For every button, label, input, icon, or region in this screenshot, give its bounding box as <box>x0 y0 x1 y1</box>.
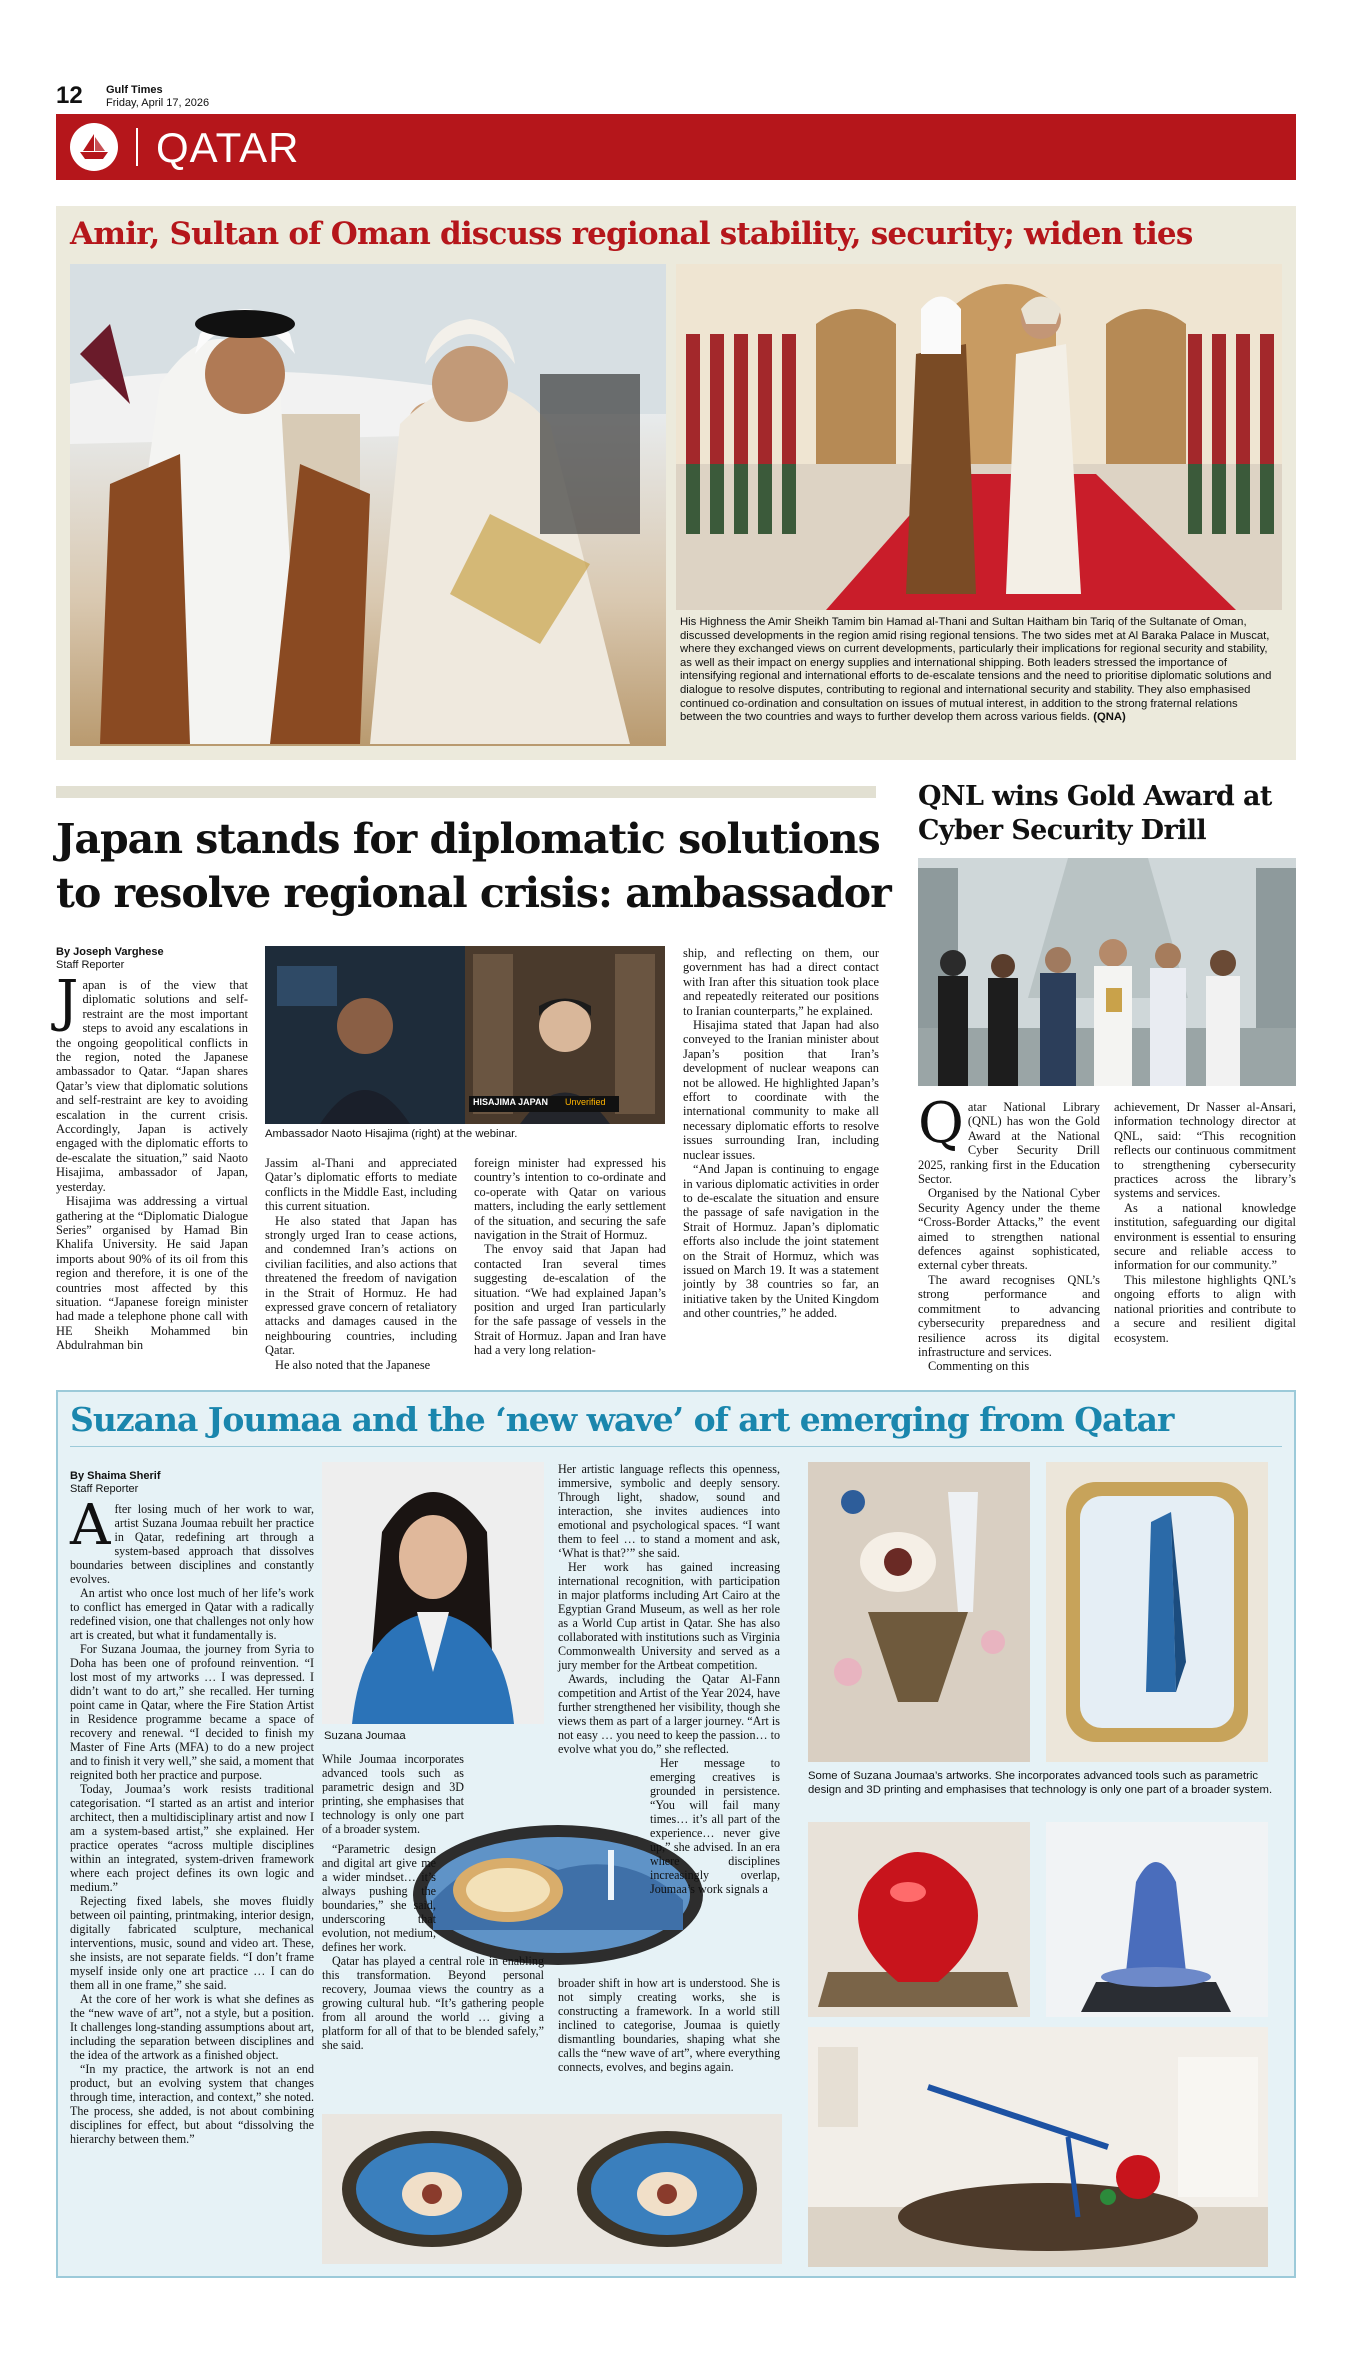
art-column-2b <box>322 1842 544 2052</box>
qnl-paragraph: achievement, Dr Nasser al-Ansari, information technology director at QNL, said: “This recognition reflects our continuous commitment to strengthening cybersecurity practices across the library’s systems and services. <box>1114 1100 1296 1201</box>
japan-paragraph: He also noted that the Japanese <box>275 1357 431 1372</box>
japan-paragraph: Hisajima stated that Japan had also conveyed to the Iranian minister about Japan’s position that Iran’s development of nuclear weapons can not be allowed. He highlighted Japan’s effort to coordinate with the international community to make all necessary diplomatic efforts to resolve issues surrounding Iran, including nuclear issues. <box>683 1018 879 1162</box>
art-headline: Suzana Joumaa and the ‘new wave’ of art emerging from Qatar <box>70 1400 1174 1439</box>
artworks-caption: Some of Suzana Joumaa’s artworks. She incorporates advanced tools such as parametric design and 3D printing and emphasises that technology is only one part of a broader system. <box>808 1770 1273 1796</box>
webinar-unverified-badge: Unverified <box>565 1097 606 1107</box>
issue-date: Friday, April 17, 2026 <box>106 97 210 109</box>
page-number: 12 <box>56 82 83 109</box>
japan-paragraph: The envoy said that Japan had contacted Iran several times suggesting de-escalation of the situation. “We had explained Japan’s position and urged Iran particularly for the safe passage of vessels in the Strait of Hormuz. Japan and Iran have had a very long relation- <box>474 1242 666 1358</box>
japan-paragraph: He also stated that Japan has strongly urged Iran to cease actions, and condemned Iran’s actions on civilian facilities, and also actions that threatened the freedom of navigation in the Strait of Hormuz. He had expressed grave concern of retaliatory attacks and damages caused in the neighbouring countries, including Qatar. <box>265 1213 457 1358</box>
art-paragraph: Awards, including the Qatar Al-Fann competition and Artist of the Year 2024, have further strengthened her visibility, though she views them as part of a larger journey. “Art is not easy … you need to keep the passion… to evolve what you do,” she reflected. <box>558 1672 781 1756</box>
art-paragraph: Today, Joumaa’s work resists traditional categorisation. “I started as an artist and interior architect, then a multidisciplinary artist and now I am a system-based artist,” she explained. Her practice operates “across multiple disciplines within an integrated, system-driven framework where each project defines its own logic and medium.” <box>70 1782 314 1894</box>
oman-caption-credit: (QNA) <box>1093 711 1126 724</box>
band-divider <box>136 128 138 166</box>
qnl-paragraph: This milestone highlights QNL’s ongoing efforts to align with national priorities and contribute to a secure and resilient digital ecosystem. <box>1114 1272 1296 1345</box>
art-paragraph: Qatar has played a central role in enabling this transformation. Beyond personal recovery, Joumaa views the country as a growing cultural hub. “It’s gathering people from all around the world … giving a platform for all of that to be blended safely,” she said. <box>322 1954 544 2052</box>
japan-paragraph: foreign minister had expressed his country’s intention to co-ordinate and co-operate with Qatar on various matters, including the early settlement of the situation, and securing the safe navigation in the Strait of Hormuz. <box>474 1156 666 1243</box>
art-paragraph: An artist who once lost much of her life’s work to conflict has emerged in Qatar with a radically redefined vision, one that challenges not only how art is created, but what it fundamentally is. <box>70 1586 314 1642</box>
art-paragraph: fter losing much of her work to war, artist Suzana Joumaa rebuilt her practice in Qatar, redefining art through a system-based approach that dissolves boundaries between disciplines and constantly evolves. <box>70 1502 314 1586</box>
art-drop-cap: A <box>70 1493 111 1558</box>
art-paragraph: Her work has gained increasing international recognition, with participation in major platforms including Art Cairo at the Egyptian Grand Museum, as well as her role as a World Cup artist in Qatar. She has also collaborated with institutions such as Virginia Commonwealth University and served as a jury member for the Artbeat competition. <box>558 1560 780 1672</box>
qnl-paragraph: Commenting on this <box>928 1359 1030 1374</box>
portrait-caption: Suzana Joumaa <box>324 1730 406 1742</box>
japan-byline <box>56 946 256 972</box>
oman-story <box>56 206 1296 760</box>
art-paragraph: For Suzana Joumaa, the journey from Syria to Doha has been one of profound reinvention. “I lost most of my artworks … I was depressed. I didn’t want to do art,” she recalled. Her turning point came in Qatar, where the Fire Station Artist in Residence programme became a space of recovery and renewal. “I decided to finish my Master of Fine Arts (MFA) to do a new project and to finish it very well,” she said, a moment that reignited both her practice and purpose. <box>70 1642 314 1782</box>
webinar-screen-label: HISAJIMA JAPAN <box>473 1097 549 1107</box>
art-rule <box>70 1446 1282 1447</box>
eye-mirrors-artwork <box>322 2114 782 2264</box>
qnl-paragraph: As a national knowledge institution, safeguarding our digital environment is essential to ensuring secure and reliable access to information for our community.” <box>1114 1200 1296 1273</box>
art-story <box>56 1390 1296 2278</box>
art-paragraph: “In my practice, the artwork is not an end product, but an evolving system that changes through time, interaction, and context,” she noted. The process, she added, is not about combining disciplines for effect, but about “dissolving the hierarchy between them.” <box>70 2062 314 2146</box>
qnl-drop-cap: Q <box>918 1091 964 1156</box>
art-paragraph: Her message to emerging creatives is grounded in persistence. “You will fail many times… it’s all part of the experience… never give up,” she advised. In an era where disciplines increasingly overlap, Joumaa’s work signals a <box>650 1756 780 1896</box>
palace-welcome-photo <box>676 264 1282 610</box>
japan-column-1 <box>56 969 248 1353</box>
webinar-caption: Ambassador Naoto Hisajima (right) at the webinar. <box>265 1128 518 1140</box>
oman-caption-text: His Highness the Amir Sheikh Tamim bin Hamad al-Thani and Sultan Haitham bin Tariq of the Sultanate of Oman, discussed developments in the region amid rising regional tensions. The two sides met at Al Baraka Palace in Muscat, where they exchanged views on current developments, particularly their implications for regional security and stability, as well as their impact on energy supplies and international shipping. Both leaders stressed the importance of intensifying regional and international efforts to de-escalate tensions and the need to prioritise diplomatic solutions and dialogue to resolve disputes, contributing to regional and international security and stability. They also emphasised continued co-ordination and consultation on issues of mutual interest, in addition to the strong fraternal relations between the two countries and ways to further develop them across various fields. <box>680 616 1272 724</box>
qnl-paragraph: The award recognises QNL’s strong performance and commitment to advancing cybersecurity preparedness and resilience across its digital infrastructure and services. <box>918 1272 1100 1359</box>
japan-headline: Japan stands for diplomatic solutions to resolve regional crisis: ambassador <box>56 815 891 917</box>
section-band <box>56 114 1296 180</box>
japan-paragraph: “And Japan is continuing to engage in various diplomatic activities in order to de-escalate the situation and ensure the passage of safe navigation in the Strait of Hormuz. Japan’s diplomatic efforts also include the joint statement on the Strait of Hormuz, which was issued on March 19. It was a statement jointly by 38 countries so far, an initiative taken by the United Kingdom and other countries,” he added. <box>683 1162 879 1321</box>
art-paragraph: At the core of her work is what she defines as the “new wave of art”, not a style, but a position. It challenges long-standing assumptions about art, including the separation between disciplines and the idea of the artwork as a finished object. <box>70 1992 314 2062</box>
art-paragraph: Her artistic language reflects this openness, immersive, symbolic and deeply sensory. Through light, shadow, sound and interaction, she invites audiences into emotional and psychological spaces. “I want them to feel … to stand a moment and ask, ‘What is that?’” she said. <box>558 1462 780 1560</box>
art-column-3a <box>558 1462 780 1896</box>
art-paragraph: While Joumaa incorporates advanced tools such as parametric design and 3D printing, she emphasises that technology is only one part of a broader system. <box>322 1752 464 1836</box>
japan-paragraph: Jassim al-Thani and appreciated Qatar’s diplomatic efforts to mediate conflicts in the Middle East, including this current situation. <box>265 1156 457 1214</box>
art-paragraph: Rejecting fixed labels, she moves fluidly between oil painting, printmaking, interior design, digitally fabricated sculpture, mechanical interventions, music, sound and video art. These, she insists, are not separate fields. “I don’t frame myself inside only one art practice … I can do them all in one frame,” she said. <box>70 1894 314 1992</box>
japan-paragraph: Hisajima was addressing a virtual gathering at the “Diplomatic Dialogue Series” organised by Hamad Bin Khalifa University. He said Japan imports about 90% of its oil from this region and therefore, it is one of the countries most affected by this situation. “Japanese foreign minister had made a telephone phone call with HE Sheikh Mohammed bin Abdulrahman bin <box>56 1194 248 1353</box>
japan-column-3 <box>474 1156 666 1358</box>
art-paragraph: “Parametric design and digital art give me a wider mindset… it’s always pushing the boundaries,” she said, underscoring that evolution, not medium, defines her work. <box>322 1842 436 1954</box>
art-paragraph: broader shift in how art is understood. She is not simply creating works, she is constructing a framework. In a world still inclined to categorise, Joumaa is quietly dismantling boundaries, shaping what she calls the “new wave of art”, where everything connects, evolves, and begins again. <box>558 1976 780 2074</box>
art-column-1 <box>70 1493 314 2146</box>
qnl-award-photo <box>918 858 1296 1086</box>
japan-column-4 <box>683 946 879 1321</box>
japan-author: By Joseph Varghese <box>56 946 164 958</box>
japan-top-rule <box>56 786 876 798</box>
webinar-photo <box>265 946 665 1124</box>
publication-name: Gulf Times <box>106 84 163 96</box>
blue-sculpture-artwork <box>1046 1822 1268 2017</box>
amir-greeting-photo <box>70 264 666 746</box>
artist-portrait <box>322 1462 544 1724</box>
qnl-paragraph: atar National Library (QNL) has won the Gold Award at the National Cyber Security Drill 2025, ranking first in the Education Sector. <box>918 1100 1100 1187</box>
oman-photo-caption <box>680 616 1282 725</box>
qnl-column-1 <box>918 1091 1100 1374</box>
japan-author-role: Staff Reporter <box>56 959 125 971</box>
red-sculpture-artwork <box>808 1822 1030 2017</box>
page-header <box>56 82 1296 112</box>
dhow-icon <box>70 123 118 171</box>
qnl-column-2 <box>1114 1100 1296 1345</box>
japan-paragraph: apan is of the view that diplomatic solutions and self-restraint are the most important steps to avoid any escalations in the ongoing geopolitical conflicts in the region, noted the Japanese ambassador to Qatar. “Japan shares Qatar’s view that diplomatic solutions and self-restraint are key to avoiding escalation in the current crisis. Accordingly, Japan is actively engaged with the diplomatic efforts to de-escalate the situation,” said Naoto Hisajima, ambassador of Japan, yesterday. <box>56 978 248 1194</box>
art-column-3b <box>558 1976 780 2074</box>
art-author: By Shaima Sherif <box>70 1470 161 1482</box>
art-author-role: Staff Reporter <box>70 1483 139 1495</box>
oman-headline: Amir, Sultan of Oman discuss regional stability, security; widen ties <box>70 216 1193 252</box>
gallery-installation-artwork <box>808 2027 1268 2267</box>
japan-paragraph: ship, and reflecting on them, our government has had a direct contact with Iran after this situation took place and repeatedly reiterated our positions to Iranian counterparts,” he explained. <box>683 946 879 1018</box>
section-title: QATAR <box>156 124 300 171</box>
qnl-headline: QNL wins Gold Award at Cyber Security Drill <box>918 781 1272 846</box>
surreal-eye-painting <box>808 1462 1030 1762</box>
glass-tower-artwork <box>1046 1462 1268 1762</box>
qnl-paragraph: Organised by the National Cyber Security Agency under the theme “Cross-Border Attacks,” the event aimed to strengthen national defences against sophisticated, external cyber threats. <box>918 1186 1100 1273</box>
japan-column-2 <box>265 1156 457 1372</box>
japan-drop-cap: J <box>56 969 79 1034</box>
